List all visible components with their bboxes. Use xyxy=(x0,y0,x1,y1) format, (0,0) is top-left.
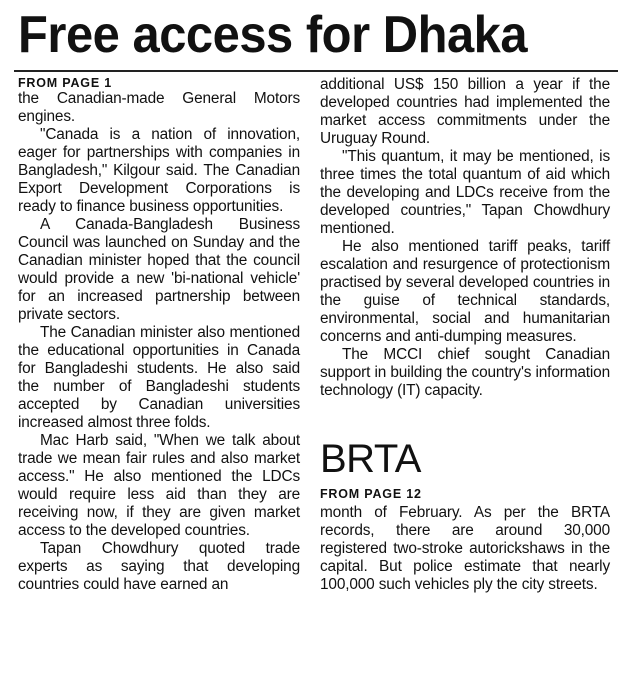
paragraph-5: Mac Harb said, "When we talk about trade we mean fair rules and also market access." He also mentioned the LDCs would require less aid than they are receiving now, if they are given market access to the developed countries. xyxy=(18,432,300,539)
paragraph-10: The MCCI chief sought Canadian support in building the country's information technology (IT) capacity. xyxy=(320,346,610,399)
paragraph-7: additional US$ 150 billion a year if the developed countries had implemented the market access commitments under the Uruguay Round. xyxy=(320,76,610,147)
brta-paragraph: month of February. As per the BRTA records, there are around 30,000 registered two-stroke autorickshaws in the capital. But police estimate that nearly 100,000 such vehicles ply the city streets. xyxy=(320,504,610,593)
brta-headline: BRTA xyxy=(320,437,421,481)
paragraph-2: "Canada is a nation of innovation, eager for partnerships with companies in Bangladesh," Kilgour said. The Canadian Export Development Corporations is ready to finance business opportunities. xyxy=(18,126,300,215)
paragraph-6: Tapan Chowdhury quoted trade experts as saying that developing countries could have earned an xyxy=(18,540,300,593)
paragraph-9: He also mentioned tariff peaks, tariff escalation and resurgence of protectionism practised by several developed countries in the guise of technical standards, environmental, social and humanitarian concerns and anti-dumping measures. xyxy=(320,238,610,345)
paragraph-3: A Canada-Bangladesh Business Council was launched on Sunday and the Canadian minister hoped that the council would provide a new 'bi-national vehicle' for an increased partnership between private sectors. xyxy=(18,216,300,323)
paragraph-4: The Canadian minister also mentioned the educational opportunities in Canada for Bangladeshi students. He also said the number of Bangladeshi students accepted by Canadian universities increased almost three folds. xyxy=(18,324,300,431)
kicker-from-page-12: FROM PAGE 12 xyxy=(320,487,422,501)
paragraph-8: "This quantum, it may be mentioned, is three times the total quantum of aid which the developing and LDCs receive from the developed countries," Tapan Chowdhury mentioned. xyxy=(320,148,610,237)
headline: Free access for Dhaka xyxy=(18,6,528,64)
left-column xyxy=(18,76,300,594)
right-column xyxy=(320,76,610,594)
kicker-from-page-1: FROM PAGE 1 xyxy=(18,76,112,90)
headline-rule xyxy=(14,70,618,72)
paragraph-1: the Canadian-made General Motors engines. xyxy=(18,90,300,125)
